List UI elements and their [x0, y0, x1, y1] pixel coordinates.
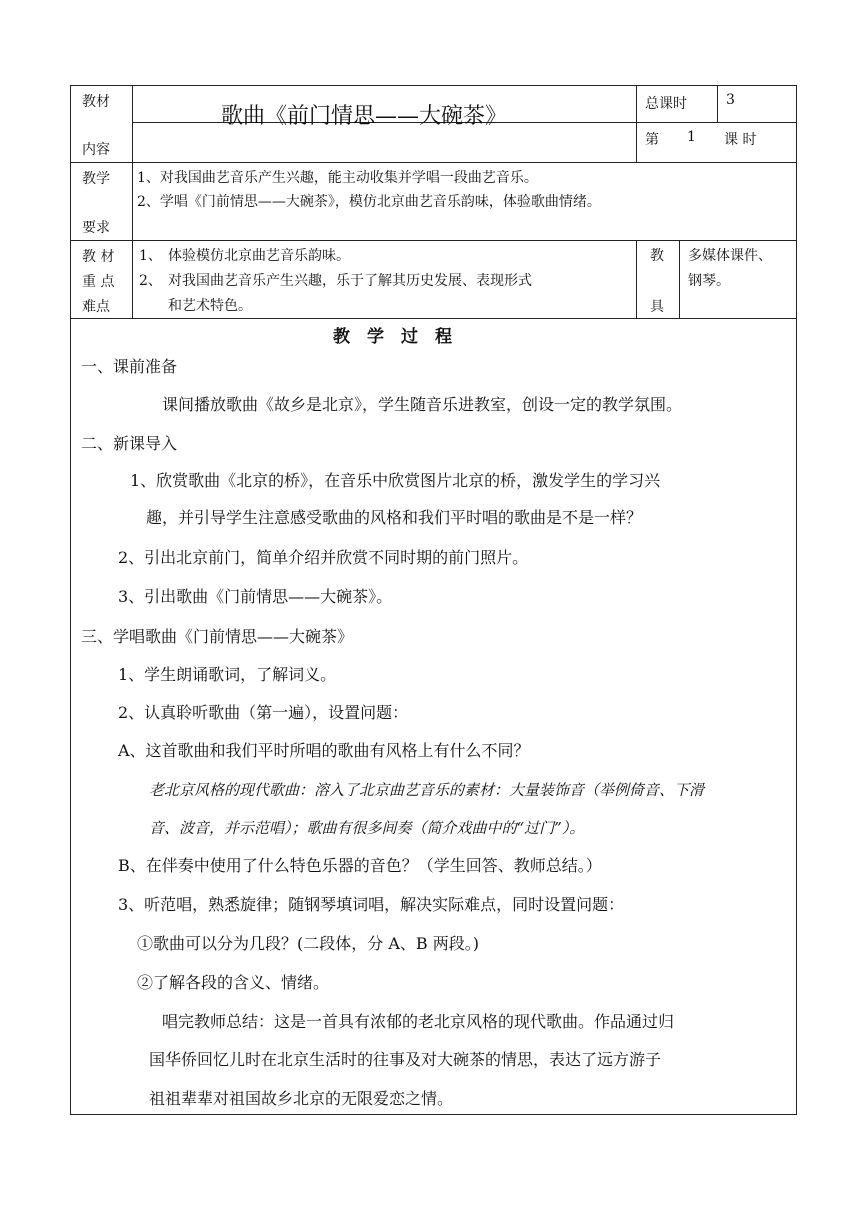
paragraph-line: 课间播放歌曲《故乡是北京》，学生随音乐进教室，创设一定的教学氛围。 [162, 395, 683, 414]
total-periods-value: 3 [726, 92, 735, 108]
material-label: 教材 [82, 94, 110, 110]
period-suffix: 课 时 [724, 132, 757, 148]
tools-value: 钢琴。 [688, 273, 730, 289]
key-points-label: 教 材 [82, 249, 115, 265]
paragraph-line: 3、引出歌曲《门前情思——大碗茶》。 [118, 587, 393, 606]
period-number: 1 [687, 129, 696, 145]
answer-line: 老北京风格的现代歌曲：溶入了北京曲艺音乐的素材：大量装饰音（举例倚音、下滑 [149, 781, 705, 799]
row-divider [71, 318, 797, 319]
paragraph-line: 3、听范唱，熟悉旋律；随钢琴填词唱，解决实际难点，同时设置问题： [118, 895, 625, 914]
period-prefix: 第 [645, 132, 659, 148]
key-points-label: 难点 [82, 299, 110, 315]
content-label: 内容 [82, 142, 110, 158]
col-divider [679, 241, 680, 319]
requirements-label: 要求 [82, 220, 110, 236]
section-heading: 一、课前准备 [81, 357, 178, 376]
process-heading: 教 学 过 程 [333, 327, 452, 347]
key-point-item: 对我国曲艺音乐产生兴趣，乐于了解其历史发展、表现形式 [168, 273, 532, 289]
key-point-item: 体验模仿北京曲艺音乐韵味。 [168, 248, 350, 264]
requirement-item: 2、学唱《门前情思——大碗茶》，模仿北京曲艺音乐韵味，体验歌曲情绪。 [137, 194, 601, 210]
key-points-label: 重 点 [82, 274, 115, 290]
col-divider [132, 86, 133, 319]
paragraph-line: 国华侨回忆儿时在北京生活时的往事及对大碗茶的情思，表达了远方游子 [149, 1050, 662, 1069]
paragraph-line: 唱完教师总结：这是一首具有浓郁的老北京风格的现代歌曲。作品通过归 [162, 1012, 675, 1031]
requirement-item: 1、对我国曲艺音乐产生兴趣，能主动收集并学唱一段曲艺音乐。 [137, 170, 538, 186]
section-heading: 三、学唱歌曲《门前情思——大碗茶》 [81, 627, 354, 646]
col-divider [636, 241, 637, 319]
lesson-plan-table [70, 85, 797, 1115]
paragraph-line: ②了解各段的含义、情绪。 [137, 973, 330, 992]
answer-line: 音、波音，并示范唱）；歌曲有很多间奏（简介戏曲中的“过门”）。 [149, 819, 585, 837]
section-heading: 二、新课导入 [81, 434, 178, 453]
paragraph-line: 1、学生朗诵歌词，了解词义。 [118, 665, 337, 684]
paragraph-line: 趣，并引导学生注意感受歌曲的风格和我们平时唱的歌曲是不是一样？ [146, 508, 643, 527]
tools-value: 多媒体课件、 [688, 248, 772, 264]
col-divider [636, 86, 637, 163]
key-point-item: 和艺术特色。 [168, 298, 252, 314]
paragraph-line: 1、欣赏歌曲《北京的桥》，在音乐中欣赏图片北京的桥，激发学生的学习兴 [130, 471, 661, 490]
key-point-number: 1、 [139, 248, 162, 264]
paragraph-line: A、这首歌曲和我们平时所唱的歌曲有风格上有什么不同？ [118, 741, 530, 760]
paragraph-line: ①歌曲可以分为几段？(二段体，分 A、B 两段。) [137, 934, 479, 953]
total-periods-label: 总课时 [645, 96, 687, 112]
paragraph-line: 祖祖辈辈对祖国故乡北京的无限爱恋之情。 [149, 1089, 454, 1108]
row-divider [71, 162, 797, 163]
key-point-number: 2、 [139, 273, 162, 289]
requirements-label: 教学 [82, 171, 110, 187]
col-divider [717, 86, 718, 123]
tools-label: 教 [650, 248, 664, 264]
paragraph-line: 2、认真聆听歌曲（第一遍），设置问题： [118, 703, 409, 722]
page-title: 歌曲《前门情思——大碗茶》 [221, 104, 508, 129]
tools-label: 具 [650, 299, 664, 315]
row-divider [71, 240, 797, 241]
paragraph-line: 2、引出北京前门，简单介绍并欣赏不同时期的前门照片。 [118, 548, 529, 567]
paragraph-line: B、在伴奏中使用了什么特色乐器的音色？（学生回答、教师总结。） [118, 856, 602, 875]
